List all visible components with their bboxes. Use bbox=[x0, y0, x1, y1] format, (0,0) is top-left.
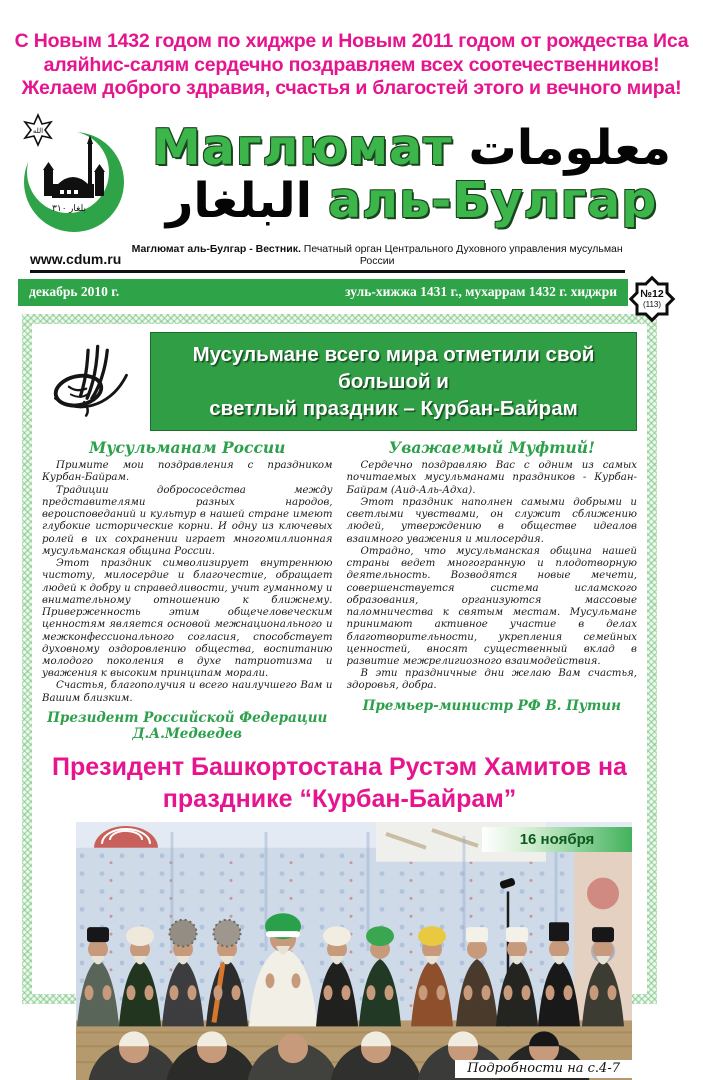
letter-right-paragraph: В эти праздничные дни желаю Вам счастья, здоровья, добра. bbox=[346, 668, 637, 692]
letter-right-paragraph: Сердечно поздравляю Вас с одним из самых почитаемых мусульманами праздников - Курбан-Байрам (Аид-Аль-Адха). bbox=[346, 460, 637, 496]
greeting-line-2: аляйhис-салям сердечно поздравляем всех соотечественников! bbox=[43, 53, 660, 76]
banner-row bbox=[42, 332, 637, 431]
title-russian-line2: аль-Булгар bbox=[328, 171, 658, 229]
letter-left-paragraph: Примите мои поздравления с праздником Курбан-Байрам. bbox=[42, 460, 333, 484]
subtitle-rest: Печатный орган Центрального Духовного управления мусульман России bbox=[300, 242, 623, 267]
page-content bbox=[32, 324, 647, 1077]
kurban-bayram-photo bbox=[76, 822, 632, 1080]
date-gregorian: декабрь 2010 г. bbox=[29, 284, 120, 299]
svg-text:الله: الله bbox=[32, 127, 44, 135]
feature-headline-line2: празднике “Курбан-Байрам” bbox=[162, 785, 517, 814]
letters-columns bbox=[42, 439, 637, 743]
letter-left-signature: Президент Российской Федерации Д.А.Медведев bbox=[47, 709, 328, 743]
title-russian-line1: Маглюмат bbox=[152, 118, 453, 176]
issue-no: №12 bbox=[640, 287, 664, 300]
new-year-greeting bbox=[0, 30, 703, 101]
newspaper-subtitle bbox=[121, 243, 625, 267]
arabic-calligraphy-icon bbox=[42, 342, 138, 420]
photo-illustration bbox=[76, 822, 632, 1080]
letter-left-heading: Мусульманам России bbox=[89, 437, 286, 457]
title-arabic-line1: معلومات bbox=[468, 120, 671, 177]
letter-putin bbox=[347, 439, 638, 743]
banner-line-1: Мусульмане всего мира отметили свой большой и bbox=[192, 342, 595, 393]
letter-medvedev bbox=[42, 439, 333, 743]
issue-number-text bbox=[628, 273, 676, 325]
letter-right-paragraph: Отрадно, что мусульманская община нашей страны ведет многогранную и плодотворную деятельность. Возводятся новые мечети, совершенствуется система исламского образования, организуются массовые паломничества к святым местам. Мусульмане принимают активное участие в делах благотворительности, укрепления семейных ценностей, вносят существенный вклад в развитие межрелигиозного взаимодействия. bbox=[346, 545, 637, 667]
photo-caption: Подробности на с.4-7 bbox=[455, 1060, 632, 1078]
greeting-line-3: Желаем доброго здравия, счастья и благостей этого и вечного мира! bbox=[21, 77, 682, 99]
title-arabic-line2: البلغار bbox=[165, 172, 313, 229]
logo-caption: بلغار ٣١٠ bbox=[52, 202, 86, 213]
subtitle-bold: Маглюмат аль-Булгар - Вестник. bbox=[131, 242, 301, 255]
letter-left-paragraph: Этот праздник символизирует внутреннюю чистоту, милосердие и благочестие, обращает людей к добру и справедливости, учит гуманному и внимательному отношению к ближнему. Приверженность этим общечеловеческим ценностям является основой межнационального и межконфессионального согласия, способствует духовному оздоровлению общества, воспитанию молодого поколения в духе патриотизма и уважения к высоким принципам морали. bbox=[42, 558, 333, 680]
masthead bbox=[16, 109, 691, 241]
letter-right-heading: Уважаемый Муфтий! bbox=[388, 437, 595, 457]
issue-total: (113) bbox=[642, 299, 662, 309]
letter-right-paragraph: Этот праздник наполнен самыми добрыми и светлыми чувствами, он служит сближению людей, утверждению в обществе идеалов взаимного уважения и милосердия. bbox=[346, 496, 637, 545]
newspaper-title bbox=[132, 118, 691, 229]
issue-number-badge bbox=[628, 273, 676, 325]
website-url: www.cdum.ru bbox=[30, 250, 122, 267]
letter-left-paragraph: Традиции добрососедства между представителями разных народов, вероисповеданий и культур в нашей стране имеют глубокие исторические корни. И одну из ключевых ролей в их сохранении играет многомиллионная мусульманская община России. bbox=[42, 484, 333, 557]
banner-line-2: светлый праздник – Курбан-Байрам bbox=[209, 396, 578, 420]
date-bar bbox=[18, 279, 628, 306]
feature-headline bbox=[42, 751, 637, 815]
feature-headline-line1: Президент Башкортостана Рустэм Хамитов на bbox=[52, 753, 627, 782]
crescent-mosque-logo-icon bbox=[16, 110, 128, 240]
masthead-info-line bbox=[30, 243, 625, 273]
greeting-line-1: С Новым 1432 годом по хиджре и Новым 2011 годом от рождества Иса bbox=[14, 30, 689, 52]
decorative-frame bbox=[22, 314, 657, 1077]
date-hijri: зуль-хижжа 1431 г., мухаррам 1432 г. хиджри bbox=[345, 284, 617, 299]
letter-left-paragraph: Счастья, благополучия и всего наилучшего Вам и Вашим близким. bbox=[42, 680, 333, 704]
main-headline-banner bbox=[150, 332, 637, 431]
photo-date-badge: 16 ноября bbox=[482, 827, 632, 852]
letter-right-signature: Премьер-министр РФ В. Путин bbox=[362, 697, 621, 714]
